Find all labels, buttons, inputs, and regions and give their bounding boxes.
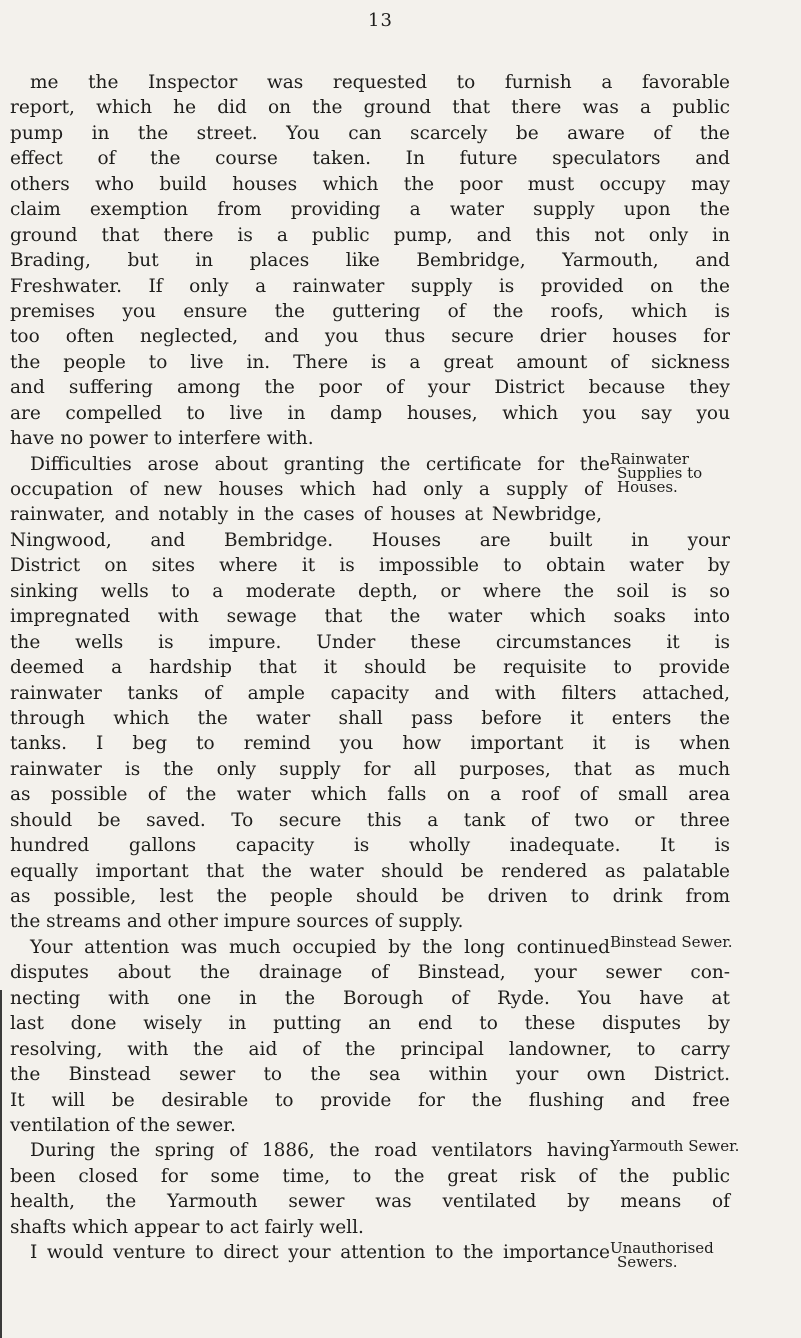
body-line: last done wisely in putting an end to these disputes by — [10, 1013, 730, 1035]
body-line: equally important that the water should be rendered as palatable — [10, 860, 730, 882]
body-line: the Binstead sewer to the sea within your own District. — [10, 1064, 730, 1086]
body-line: others who build houses which the poor must occupy may — [10, 173, 730, 195]
body-line: tanks. I beg to remind you how important it is when — [10, 733, 730, 755]
body-line: health, the Yarmouth sewer was ventilated by means of — [10, 1191, 730, 1213]
body-line: During the spring of 1886, the road ventilators having — [30, 1140, 610, 1162]
body-line: rainwater tanks of ample capacity and with filters attached, — [10, 682, 730, 704]
margin-note-yarmouth — [610, 1139, 739, 1153]
body-line: It will be desirable to provide for the flushing and free — [10, 1089, 730, 1111]
body-line: rainwater, and notably in the cases of houses at Newbridge, — [10, 504, 602, 526]
body-line: deemed a hardship that it should be requisite to provide — [10, 657, 730, 679]
margin-note-line: Supplies to — [617, 464, 703, 482]
body-line: disputes about the drainage of Binstead, your sewer con- — [10, 962, 730, 984]
body-line: sinking wells to a moderate depth, or where the soil is so — [10, 580, 730, 602]
margin-note-rainwater — [610, 452, 702, 494]
body-line: the people to live in. There is a great amount of sickness — [10, 351, 730, 373]
body-line: hundred gallons capacity is wholly inadequate. It is — [10, 835, 730, 857]
body-line: me the Inspector was requested to furnish a favorable — [30, 72, 730, 93]
body-line: occupation of new houses which had only a supply of — [10, 479, 602, 500]
body-line: Brading, but in places like Bembridge, Yarmouth, and — [10, 250, 730, 272]
body-line: are compelled to live in damp houses, which you say you — [10, 402, 730, 424]
margin-note-line: Unauthorised — [610, 1239, 714, 1257]
body-line: the streams and other impure sources of supply. — [10, 911, 464, 933]
margin-note-line: Yarmouth Sewer. — [610, 1137, 740, 1155]
body-line: been closed for some time, to the great risk of the public — [10, 1165, 730, 1187]
body-line: through which the water shall pass before it enters the — [10, 707, 730, 729]
margin-note-line: Houses. — [617, 478, 678, 496]
body-line: I would venture to direct your attention to the importance — [30, 1242, 610, 1264]
body-text — [10, 70, 730, 1266]
body-line: report, which he did on the ground that there was a public — [10, 97, 730, 119]
body-line: rainwater is the only supply for all purposes, that as much — [10, 758, 730, 780]
body-line: pump in the street. You can scarcely be aware of the — [10, 122, 730, 144]
body-line: Freshwater. If only a rainwater supply is provided on the — [10, 275, 730, 297]
page-number: 13 — [368, 10, 393, 31]
body-line: should be saved. To secure this a tank of two or three — [10, 809, 730, 831]
body-line: Your attention was much occupied by the long continued — [30, 936, 610, 958]
margin-note-line: Sewers. — [617, 1253, 678, 1271]
body-line: as possible of the water which falls on a roof of small area — [10, 784, 730, 806]
body-line: premises you ensure the guttering of the roofs, which is — [10, 300, 730, 322]
body-line: Difficulties arose about granting the certificate for the — [30, 453, 610, 475]
body-line: too often neglected, and you thus secure drier houses for — [10, 326, 730, 348]
body-line: as possible, lest the people should be driven to drink from — [10, 886, 730, 907]
margin-note-line: Rainwater — [610, 450, 689, 468]
margin-note-unauthorised — [610, 1241, 714, 1269]
body-line: necting with one in the Borough of Ryde. You have at — [10, 987, 730, 1009]
body-line: effect of the course taken. In future speculators and — [10, 148, 730, 170]
body-line: resolving, with the aid of the principal landowner, to carry — [10, 1038, 730, 1060]
margin-note-binstead — [610, 935, 733, 949]
page-fold-line — [0, 990, 2, 1338]
body-line: Ningwood, and Bembridge. Houses are built in your — [10, 529, 730, 551]
body-line: and suffering among the poor of your District because they — [10, 377, 730, 399]
body-line: have no power to interfere with. — [10, 428, 314, 450]
body-line: claim exemption from providing a water supply upon the — [10, 199, 730, 221]
body-line: shafts which appear to act fairly well. — [10, 1216, 364, 1238]
body-line: ventilation of the sewer. — [10, 1114, 236, 1136]
body-line: the wells is impure. Under these circumstances it is — [10, 631, 730, 653]
margin-note-line: Binstead Sewer. — [610, 933, 733, 951]
body-line: impregnated with sewage that the water which soaks into — [10, 606, 730, 628]
body-line: ground that there is a public pump, and this not only in — [10, 224, 730, 246]
body-line: District on sites where it is impossible to obtain water by — [10, 555, 730, 577]
